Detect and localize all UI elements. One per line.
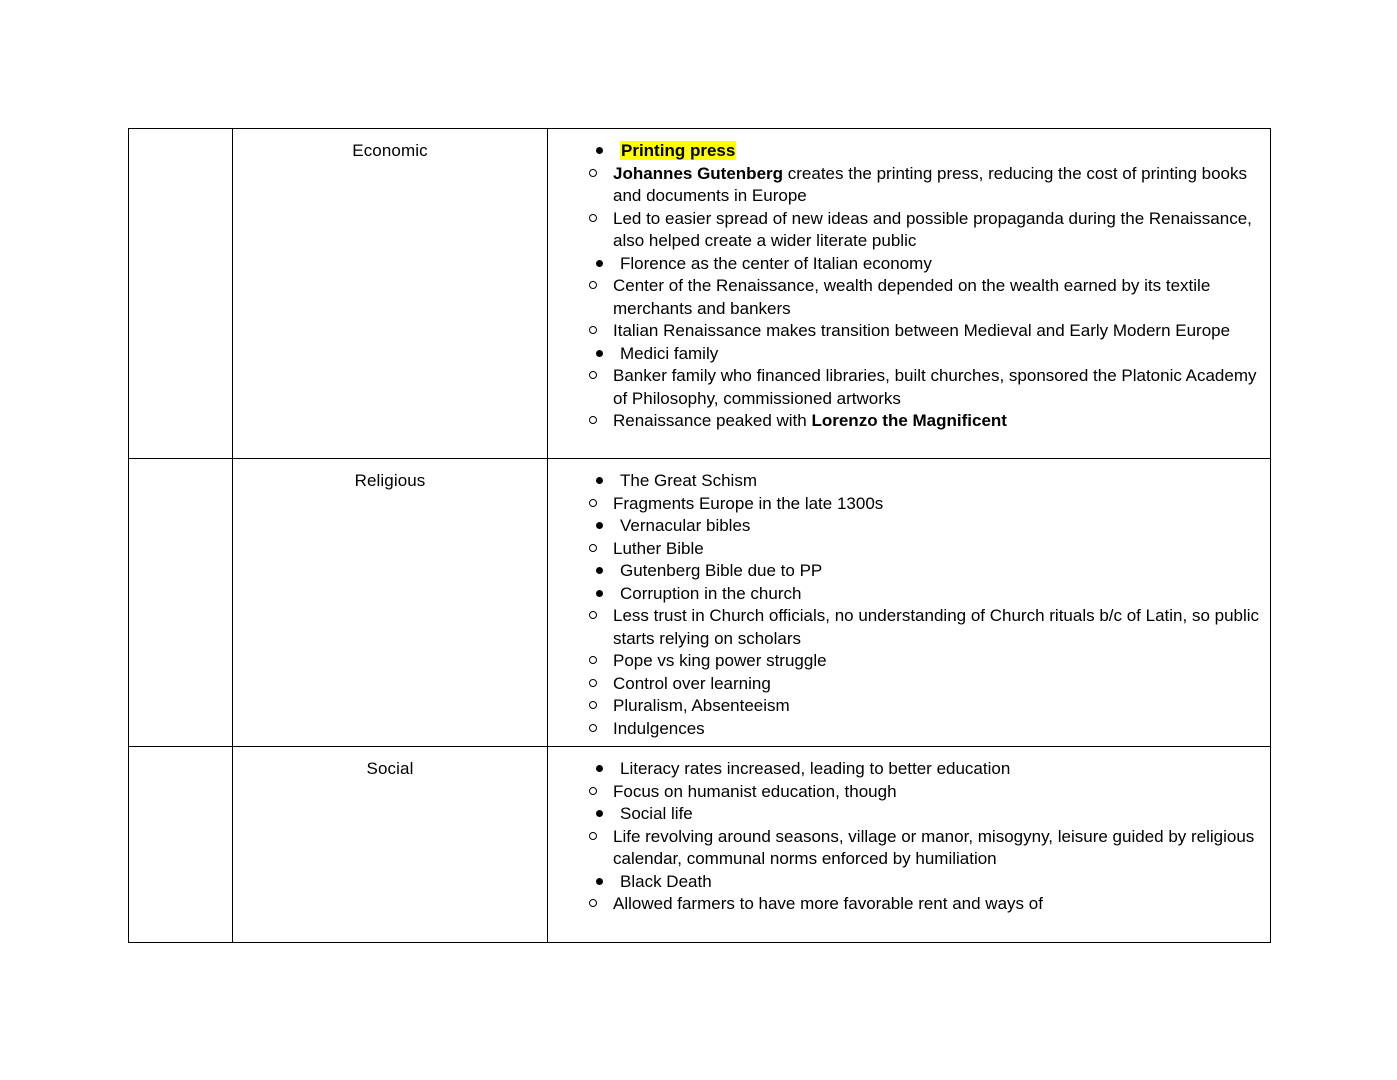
list-item-text xyxy=(613,163,1260,208)
table-row xyxy=(129,747,1271,943)
category-cell-religious xyxy=(233,459,548,747)
content-cell-economic xyxy=(548,129,1271,459)
list-item xyxy=(548,493,1260,516)
list-item xyxy=(548,695,1260,718)
list-item xyxy=(548,343,1260,366)
list-item-text: Indulgences xyxy=(613,718,705,738)
list-item-text xyxy=(620,140,1260,163)
content-cell-religious xyxy=(548,459,1271,747)
bullet-filled-icon xyxy=(592,758,606,781)
table-row xyxy=(129,129,1271,459)
list-item xyxy=(548,140,1260,163)
bullet-list-religious xyxy=(548,459,1270,740)
bullet-filled-icon xyxy=(592,583,606,606)
list-item-text: Fragments Europe in the late 1300s xyxy=(613,493,884,513)
notes-table xyxy=(128,128,1271,943)
bullet-hollow-icon xyxy=(586,538,600,561)
list-item xyxy=(548,826,1260,871)
category-label-religious: Religious xyxy=(354,471,426,490)
list-item-text: Less trust in Church officials, no understanding of Church rituals b/c of Latin, so public starts relying on scholars xyxy=(613,606,1260,648)
list-item xyxy=(548,163,1260,208)
list-item-body: Renaissance peaked with xyxy=(613,411,812,430)
bold-term: Johannes Gutenberg xyxy=(613,163,784,183)
list-item-text: The Great Schism xyxy=(620,471,757,490)
list-item xyxy=(548,365,1260,410)
bullet-hollow-icon xyxy=(586,605,600,628)
category-label-social: Social xyxy=(366,759,414,778)
bullet-hollow-icon xyxy=(586,410,600,433)
list-item xyxy=(548,673,1260,696)
list-item xyxy=(548,650,1260,673)
list-item xyxy=(548,605,1260,650)
list-item-text: Led to easier spread of new ideas and possible propaganda during the Renaissance, also helped create a wider literate public xyxy=(613,208,1252,250)
bullet-list-economic xyxy=(548,129,1270,433)
list-item-text: Control over learning xyxy=(613,673,771,693)
bullet-hollow-icon xyxy=(586,650,600,673)
bullet-filled-icon xyxy=(592,560,606,583)
list-item xyxy=(548,893,1260,916)
bullet-filled-icon xyxy=(592,515,606,538)
bullet-hollow-icon xyxy=(586,320,600,343)
spacer-cell-religious xyxy=(129,459,233,747)
list-item-text: Gutenberg Bible due to PP xyxy=(620,561,823,580)
bullet-hollow-icon xyxy=(586,781,600,804)
bullet-hollow-icon xyxy=(586,493,600,516)
bullet-filled-icon xyxy=(592,470,606,493)
list-item-text: Center of the Renaissance, wealth depended on the wealth earned by its textile merchants and bankers xyxy=(613,276,1211,318)
category-cell-social xyxy=(233,747,548,943)
list-item-text: Pope vs king power struggle xyxy=(613,651,827,670)
list-item-text: Medici family xyxy=(620,343,719,363)
bullet-filled-icon xyxy=(592,140,606,163)
list-item-text: Pluralism, Absenteeism xyxy=(613,696,790,715)
bullet-hollow-icon xyxy=(586,365,600,388)
list-item-text: Allowed farmers to have more favorable rent and ways of xyxy=(613,894,1043,913)
list-item xyxy=(548,583,1260,606)
list-item-text: Vernacular bibles xyxy=(620,516,751,535)
list-item xyxy=(548,320,1260,343)
table-row xyxy=(129,459,1271,747)
list-item-text: Banker family who financed libraries, built churches, sponsored the Platonic Academy of Philosophy, commissioned artworks xyxy=(613,366,1257,408)
list-item xyxy=(548,781,1260,804)
list-item-text xyxy=(613,410,1260,433)
list-item-text: Luther Bible xyxy=(613,538,704,558)
list-item xyxy=(548,560,1260,583)
category-label-economic: Economic xyxy=(352,141,428,160)
bullet-hollow-icon xyxy=(586,893,600,916)
list-item-text: Italian Renaissance makes transition between Medieval and Early Modern Europe xyxy=(613,321,1231,340)
bullet-filled-icon xyxy=(592,803,606,826)
list-item-text: Focus on humanist education, though xyxy=(613,781,897,801)
list-item-text: Social life xyxy=(620,804,693,823)
list-item xyxy=(548,515,1260,538)
list-item-body: creates the printing press, reducing the cost of printing books and documents in Europe xyxy=(613,163,1248,205)
highlighted-term: Printing press xyxy=(621,141,736,160)
bold-term: Lorenzo the Magnificent xyxy=(811,411,1007,430)
list-item xyxy=(548,410,1260,433)
spacer-cell-economic xyxy=(129,129,233,459)
list-item-text: Life revolving around seasons, village or manor, misogyny, leisure guided by religious calendar, communal norms enforced by humiliation xyxy=(613,826,1255,868)
list-item-text: Literacy rates increased, leading to better education xyxy=(620,759,1011,778)
bullet-filled-icon xyxy=(592,343,606,366)
table-body xyxy=(129,129,1271,943)
list-item xyxy=(548,718,1260,741)
bullet-hollow-icon xyxy=(586,718,600,741)
bullet-hollow-icon xyxy=(586,163,600,186)
list-item-text: Black Death xyxy=(620,871,712,891)
list-item-text: Corruption in the church xyxy=(620,583,802,603)
list-item xyxy=(548,758,1260,781)
bullet-filled-icon xyxy=(592,253,606,276)
bullet-hollow-icon xyxy=(586,695,600,718)
list-item xyxy=(548,275,1260,320)
bullet-hollow-icon xyxy=(586,275,600,298)
bullet-filled-icon xyxy=(592,871,606,894)
list-item xyxy=(548,803,1260,826)
category-cell-economic xyxy=(233,129,548,459)
list-item xyxy=(548,470,1260,493)
bullet-hollow-icon xyxy=(586,826,600,849)
bullet-hollow-icon xyxy=(586,673,600,696)
list-item xyxy=(548,871,1260,894)
spacer-cell-social xyxy=(129,747,233,943)
list-item xyxy=(548,208,1260,253)
bullet-hollow-icon xyxy=(586,208,600,231)
bullet-list-social xyxy=(548,747,1270,916)
list-item xyxy=(548,538,1260,561)
list-item-text: Florence as the center of Italian economy xyxy=(620,253,932,273)
list-item xyxy=(548,253,1260,276)
content-cell-social xyxy=(548,747,1271,943)
